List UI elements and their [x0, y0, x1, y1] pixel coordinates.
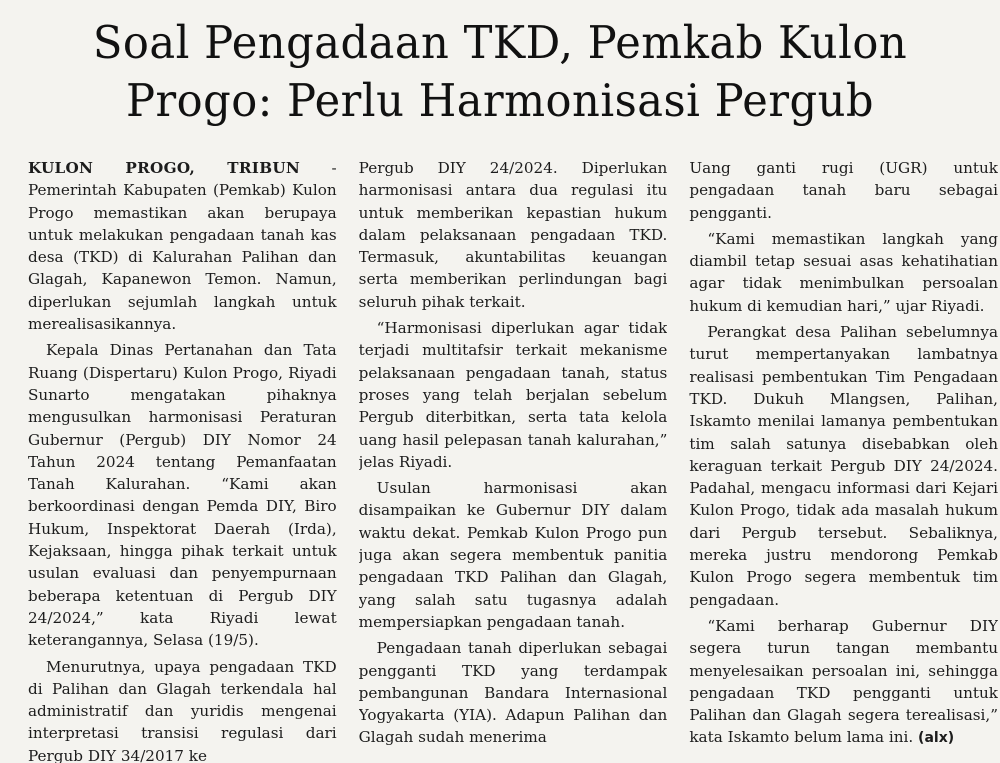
headline-line-2: Progo: Perlu Harmonisasi Pergub: [125, 74, 875, 127]
headline: [20, 14, 980, 130]
paragraph: Pergub DIY 24/2024. Diperlukan harmonisasi antara dua regulasi itu untuk memberikan kepastian hukum dalam pelaksanaan pengadaan TKD. Termasuk, akuntabilitas keuangan serta memberikan perlindungan bagi seluruh pihak terkait.: [358, 159, 668, 311]
author-signature: (alx): [918, 730, 955, 747]
paragraph-text: - Pemerintah Kabupaten (Pemkab) Kulon Progo memastikan akan berupaya untuk melakukan pengadaan tanah kas desa (TKD) di Kalurahan Palihan dan Glagah, Kapanewon Temon. Namun, diperlukan sejumlah langkah untuk merealisasikannya.: [28, 159, 337, 334]
paragraph: Perangkat desa Palihan sebelumnya turut mempertanyakan lambatnya realisasi pembentukan Tim Pengadaan TKD. Dukuh Mlangsen, Palihan, Iskamto menilai lamanya pembentukan tim salah satunya disebabkan oleh keraguan terkait Pergub DIY 24/2024. Padahal, mengacu informasi dari Kejari Kulon Progo, tidak ada masalah hukum dari Pergub tersebut. Sebaliknya, mereka justru mendorong Pemkab Kulon Progo segera membentuk tim pengadaan.: [689, 323, 999, 609]
column-2: [359, 157, 668, 763]
paragraph-text: “Kami berharap Gubernur DIY segera turun tangan membantu menyelesaikan persoalan ini, sehingga pengadaan TKD pengganti untuk Palihan dan Glagah segera terealisasi,” kata Iskamto belum lama ini.: [689, 616, 999, 747]
paragraph: [28, 157, 337, 335]
headline-line-1: Soal Pengadaan TKD, Pemkab Kulon: [92, 16, 908, 69]
paragraph: “Harmonisasi diperlukan agar tidak terjadi multitafsir terkait mekanisme pelaksanaan pengadaan tanah, status proses yang telah berjalan sebelum Pergub diterbitkan, serta tata kelola uang hasil pelepasan tanah kalurahan,” jelas Riyadi.: [358, 319, 668, 471]
column-1: [28, 157, 337, 763]
paragraph: Uang ganti rugi (UGR) untuk pengadaan tanah baru sebagai pengganti.: [689, 159, 999, 222]
paragraph: “Kami memastikan langkah yang diambil tetap sesuai asas kehatihatian agar tidak menimbulkan persoalan hukum di kemudian hari,” ujar Riyadi.: [689, 229, 999, 315]
paragraph: Pengadaan tanah diperlukan sebagai pengganti TKD yang terdampak pembangunan Bandara Internasional Yogyakarta (YIA). Adapun Palihan dan Glagah sudah menerima: [358, 639, 668, 747]
paragraph: Usulan harmonisasi akan disampaikan ke Gubernur DIY dalam waktu dekat. Pemkab Kulon Progo pun juga akan segera membentuk panitia pengadaan TKD Palihan dan Glagah, yang salah satu tugasnya adalah mempersiapkan pengadaan tanah.: [358, 479, 668, 631]
dateline: KULON PROGO, TRIBUN: [28, 159, 301, 177]
article-body: [28, 157, 998, 763]
paragraph: Menurutnya, upaya pengadaan TKD di Palihan dan Glagah terkendala hal administratif dan yuridis mengenai interpretasi transisi regulasi dari Pergub DIY 34/2017 ke: [28, 657, 337, 763]
column-3: [689, 157, 998, 763]
paragraph: Kepala Dinas Pertanahan dan Tata Ruang (Dispertaru) Kulon Progo, Riyadi Sunarto mengatakan pihaknya mengusulkan harmonisasi Peraturan Gubernur (Pergub) DIY Nomor 24 Tahun 2024 tentang Pemanfaatan Tanah Kalurahan. “Kami akan berkoordinasi dengan Pemda DIY, Biro Hukum, Inspektorat Daerah (Irda), Kejaksaan, hingga pihak terkait untuk usulan evaluasi dan penyempurnaan beberapa ketentuan di Pergub DIY 24/2024,” kata Riyadi lewat keterangannya, Selasa (19/5).: [28, 341, 337, 650]
paragraph: [689, 615, 998, 750]
